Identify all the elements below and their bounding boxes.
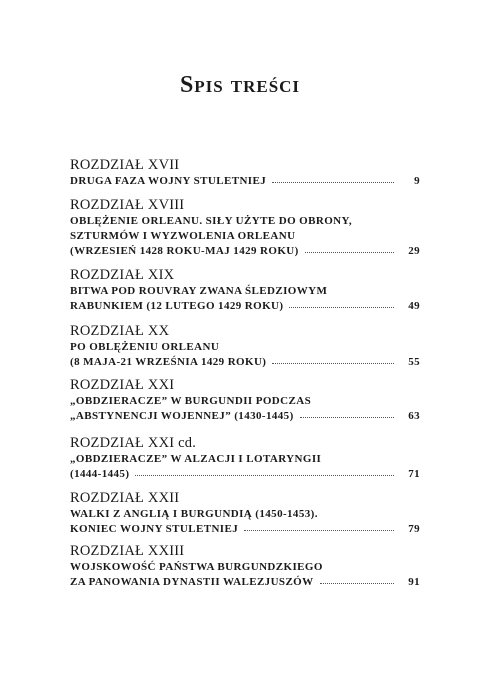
entry-title-line: WOJSKOWOŚĆ PAŃSTWA BURGUNDZKIEGO <box>70 561 323 573</box>
entry-title-line <box>70 299 420 314</box>
chapter-heading: ROZDZIAŁ XXI <box>70 377 175 393</box>
chapter-heading: ROZDZIAŁ XVII <box>70 157 180 173</box>
dot-leader <box>289 307 394 308</box>
entry-title-text: RABUNKIEM (12 LUTEGO 1429 ROKU) <box>70 300 284 312</box>
dot-leader <box>320 583 394 584</box>
entry-title-line: BITWA POD ROUVRAY ZWANA ŚLEDZIOWYM <box>70 285 328 297</box>
entry-title-text: KONIEC WOJNY STULETNIEJ <box>70 523 239 535</box>
toc-entry <box>70 434 420 482</box>
entry-title-line: „OBDZIERACZE” W ALZACJI I LOTARYNGII <box>70 453 322 465</box>
page-title: Spis treści <box>179 72 301 98</box>
dot-leader <box>300 417 394 418</box>
entry-title-line: SZTURMÓW I WYZWOLENIA ORLEANU <box>70 230 296 242</box>
chapter-heading: ROZDZIAŁ XX <box>70 323 170 339</box>
entry-title-text: „ABSTYNENCJI WOJENNEJ” (1430-1445) <box>70 410 294 422</box>
dot-leader <box>272 182 394 183</box>
entry-title-text: (WRZESIEŃ 1428 ROKU-MAJ 1429 ROKU) <box>70 245 299 257</box>
entry-title-text: (8 MAJA-21 WRZEŚNIA 1429 ROKU) <box>70 356 267 368</box>
page-number: 55 <box>408 356 420 368</box>
entry-title-line <box>70 575 420 590</box>
entry-title-line <box>70 409 420 424</box>
dot-leader <box>244 530 394 531</box>
page-number: 49 <box>408 300 420 312</box>
entry-title-text: DRUGA FAZA WOJNY STULETNIEJ <box>70 175 267 187</box>
toc-entry <box>70 542 420 590</box>
entry-title-line <box>70 244 420 259</box>
entry-title-line: PO OBLĘŻENIU ORLEANU <box>70 341 220 353</box>
dot-leader <box>135 475 394 476</box>
dot-leader <box>272 363 394 364</box>
entry-title-line: WALKI Z ANGLIĄ I BURGUNDIĄ (1450-1453). <box>70 508 318 520</box>
toc-entry <box>70 196 420 259</box>
chapter-heading: ROZDZIAŁ XVIII <box>70 197 185 213</box>
entry-title-line <box>70 467 420 482</box>
toc-entry <box>70 376 420 424</box>
dot-leader <box>305 252 394 253</box>
entry-title-line <box>70 174 420 189</box>
chapter-heading: ROZDZIAŁ XXIII <box>70 543 185 559</box>
entry-title-line: OBLĘŻENIE ORLEANU. SIŁY UŻYTE DO OBRONY, <box>70 215 352 227</box>
entry-title-text: ZA PANOWANIA DYNASTII WALEZJUSZÓW <box>70 576 314 588</box>
page-number: 63 <box>408 410 420 422</box>
entry-title-line <box>70 355 420 370</box>
toc-entry <box>70 489 420 537</box>
chapter-heading: ROZDZIAŁ XIX <box>70 267 175 283</box>
toc-entry <box>70 266 420 314</box>
entry-title-line <box>70 522 420 537</box>
page-number: 29 <box>408 245 420 257</box>
page-number: 79 <box>408 523 420 535</box>
toc-entry <box>70 156 420 189</box>
entry-title-text: (1444-1445) <box>70 468 130 480</box>
page-number: 9 <box>414 175 420 187</box>
page-number: 71 <box>408 468 420 480</box>
chapter-heading: ROZDZIAŁ XXII <box>70 490 180 506</box>
toc-entry <box>70 322 420 370</box>
page-number: 91 <box>408 576 420 588</box>
chapter-heading: ROZDZIAŁ XXI cd. <box>70 435 197 451</box>
entry-title-line: „OBDZIERACZE” W BURGUNDII PODCZAS <box>70 395 312 407</box>
